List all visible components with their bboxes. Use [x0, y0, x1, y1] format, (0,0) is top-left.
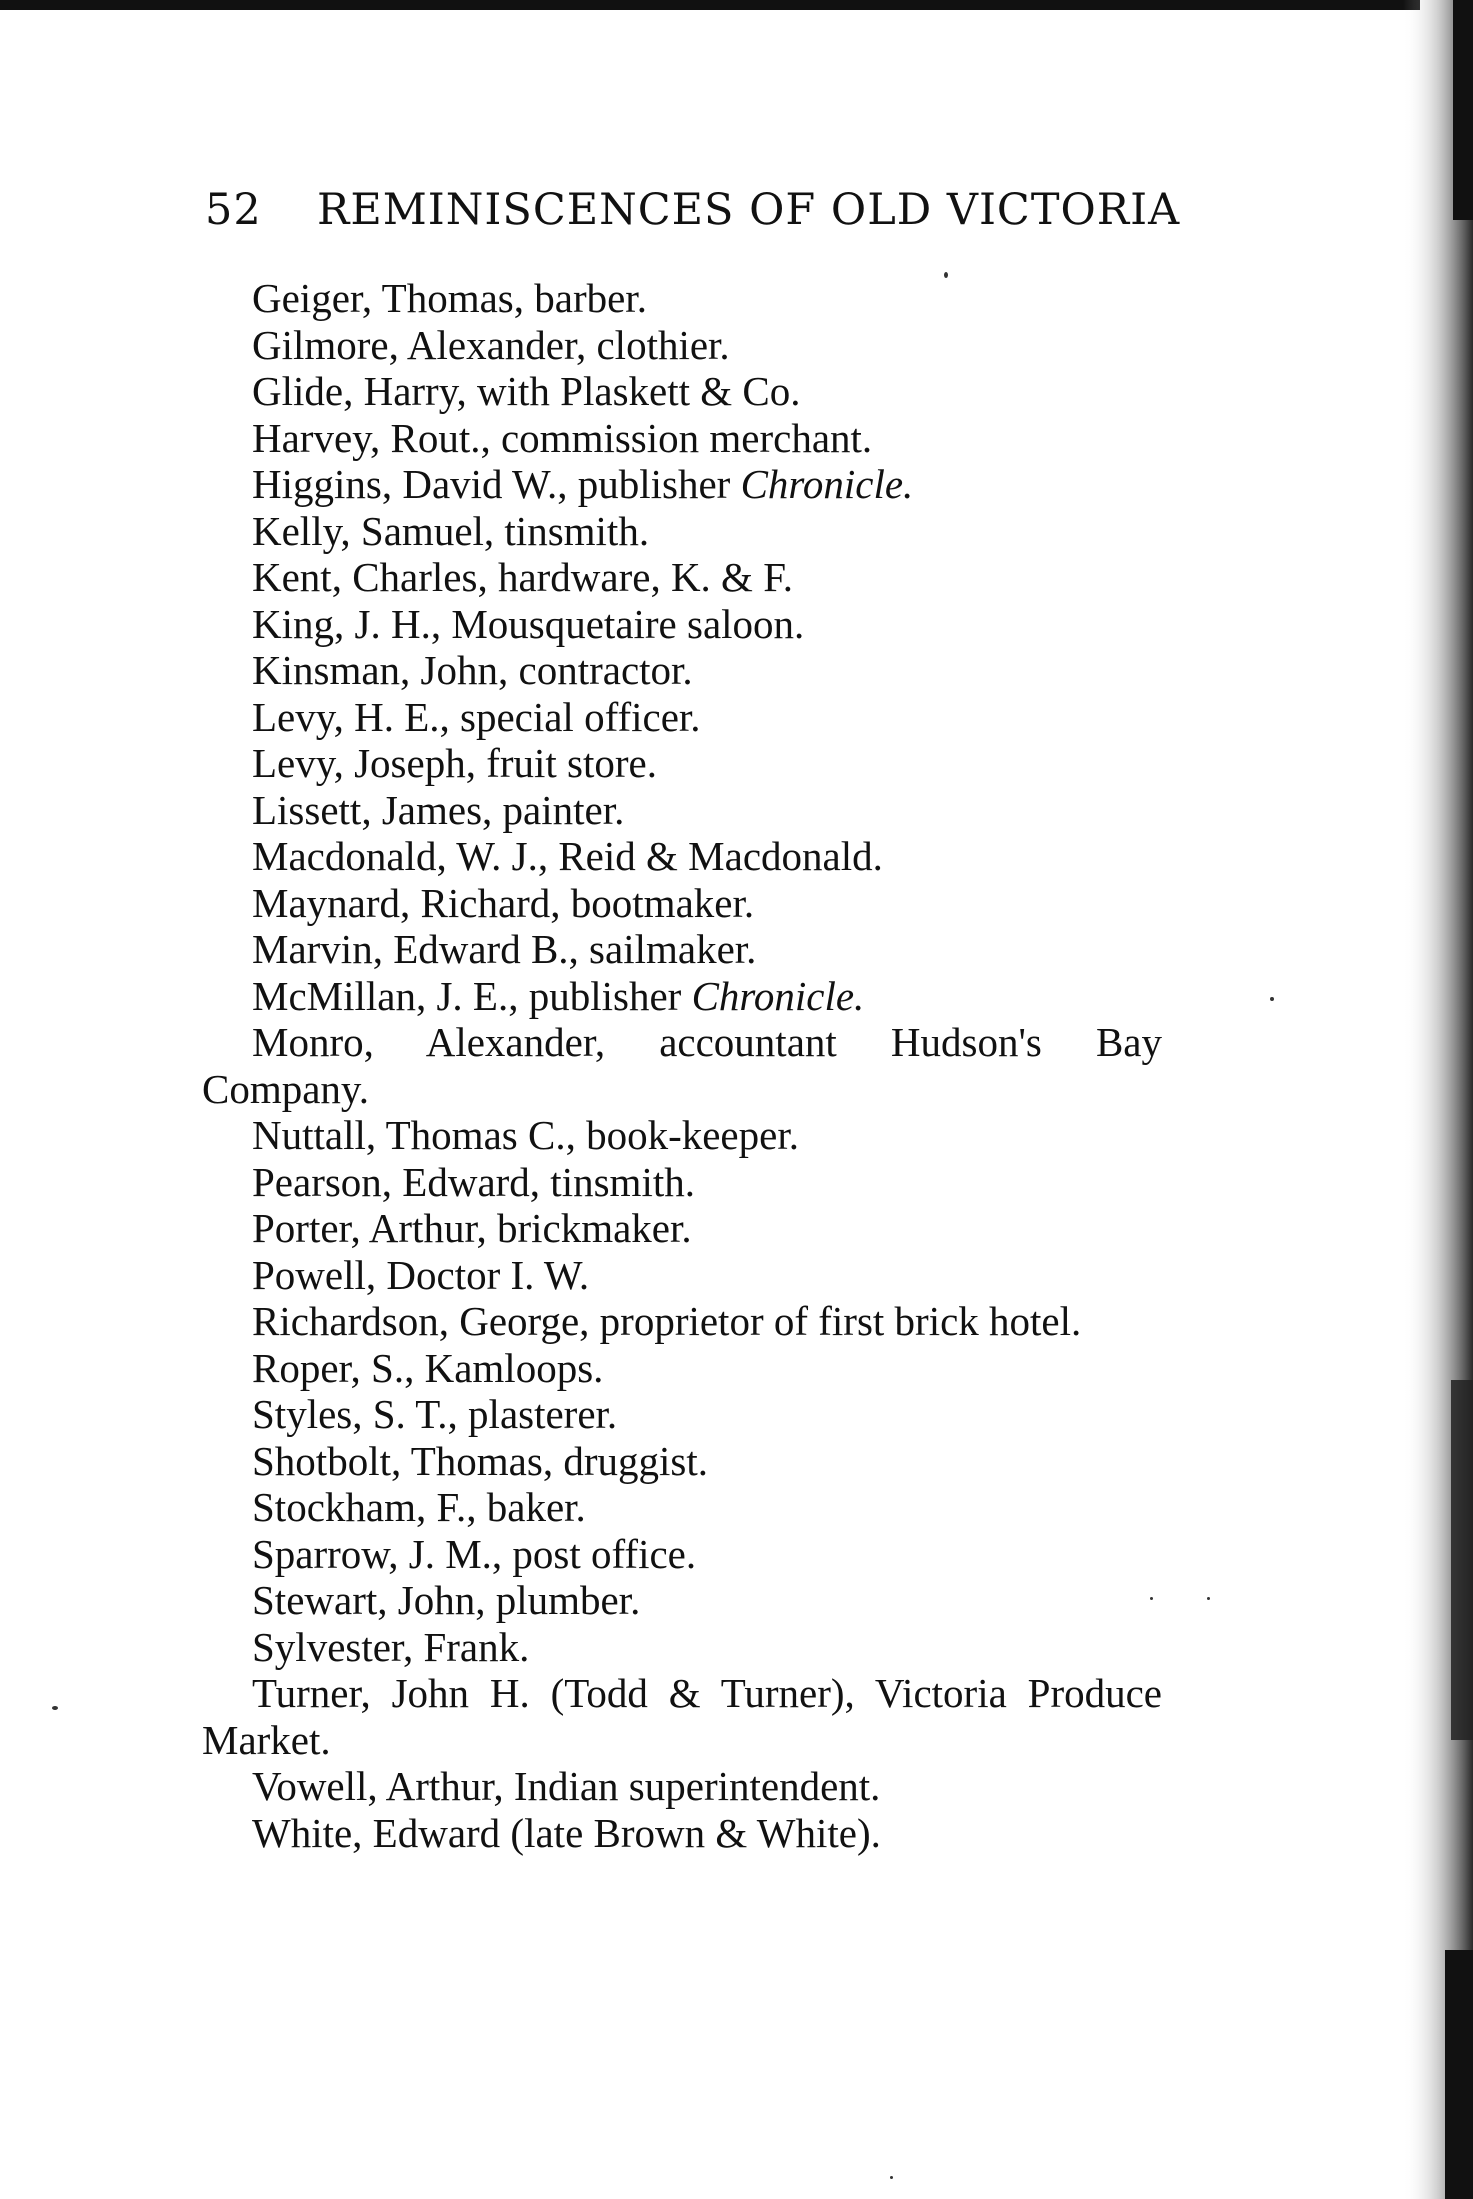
list-item: Richardson, George, proprietor of first brick hotel. — [252, 1298, 1082, 1344]
print-speck — [944, 272, 948, 278]
list-item: Sylvester, Frank. — [252, 1623, 530, 1670]
name-list — [202, 275, 1212, 1856]
print-speck — [1207, 1597, 1210, 1600]
list-item: White, Edward (late Brown & White). — [252, 1809, 881, 1856]
list-item: Kent, Charles, hardware, K. & F. — [252, 554, 793, 600]
gutter-shadow — [1403, 0, 1473, 2199]
list-item: Marvin, Edward B., sailmaker. — [252, 926, 757, 972]
list-item: Sparrow, J. M., post office. — [252, 1530, 697, 1577]
list-item: Higgins, David W., publisher Chronicle. — [252, 461, 914, 507]
list-item: Styles, S. T., plasterer. — [252, 1391, 618, 1437]
list-item: Glide, Harry, with Plaskett & Co. — [252, 368, 801, 414]
list-item: King, J. H., Mousquetaire saloon. — [252, 600, 805, 647]
book-title: REMINISCENCES OF OLD VICTORIA — [317, 185, 1181, 235]
page-number: 52 — [205, 185, 262, 235]
list-item: Monro, Alexander, accountant Hudson's Bay Company. — [202, 1019, 1162, 1112]
list-item: Harvey, Rout., commission merchant. — [252, 414, 873, 461]
list-item: Stewart, John, plumber. — [252, 1577, 641, 1623]
list-item: Stockham, F., baker. — [252, 1484, 586, 1530]
list-item: McMillan, J. E., publisher Chronicle. — [252, 972, 865, 1019]
list-item: Shotbolt, Thomas, druggist. — [252, 1437, 708, 1484]
print-speck — [52, 1706, 58, 1710]
print-speck — [1270, 997, 1274, 1001]
running-head — [205, 185, 1205, 235]
list-item: Geiger, Thomas, barber. — [252, 275, 647, 321]
list-item: Vowell, Arthur, Indian superintendent. — [252, 1763, 881, 1809]
list-item: Levy, H. E., special officer. — [252, 693, 701, 740]
print-speck — [890, 2176, 893, 2179]
list-item: Turner, John H. (Todd & Turner), Victoria Produce Market. — [202, 1670, 1162, 1763]
list-item: Kinsman, John, contractor. — [252, 647, 693, 693]
list-item: Powell, Doctor I. W. — [252, 1251, 590, 1298]
list-item: Nuttall, Thomas C., book-keeper. — [252, 1112, 799, 1158]
list-item: Pearson, Edward, tinsmith. — [252, 1158, 695, 1205]
list-item: Gilmore, Alexander, clothier. — [252, 321, 730, 368]
list-item: Levy, Joseph, fruit store. — [252, 740, 657, 786]
list-item: Lissett, James, painter. — [252, 786, 625, 833]
list-item: Kelly, Samuel, tinsmith. — [252, 507, 650, 554]
top-edge-rule — [0, 0, 1420, 10]
print-speck — [1150, 1597, 1153, 1600]
list-item: Roper, S., Kamloops. — [252, 1344, 604, 1391]
list-item: Macdonald, W. J., Reid & Macdonald. — [252, 833, 883, 879]
list-item: Porter, Arthur, brickmaker. — [252, 1205, 692, 1251]
list-item: Maynard, Richard, bootmaker. — [252, 879, 755, 926]
